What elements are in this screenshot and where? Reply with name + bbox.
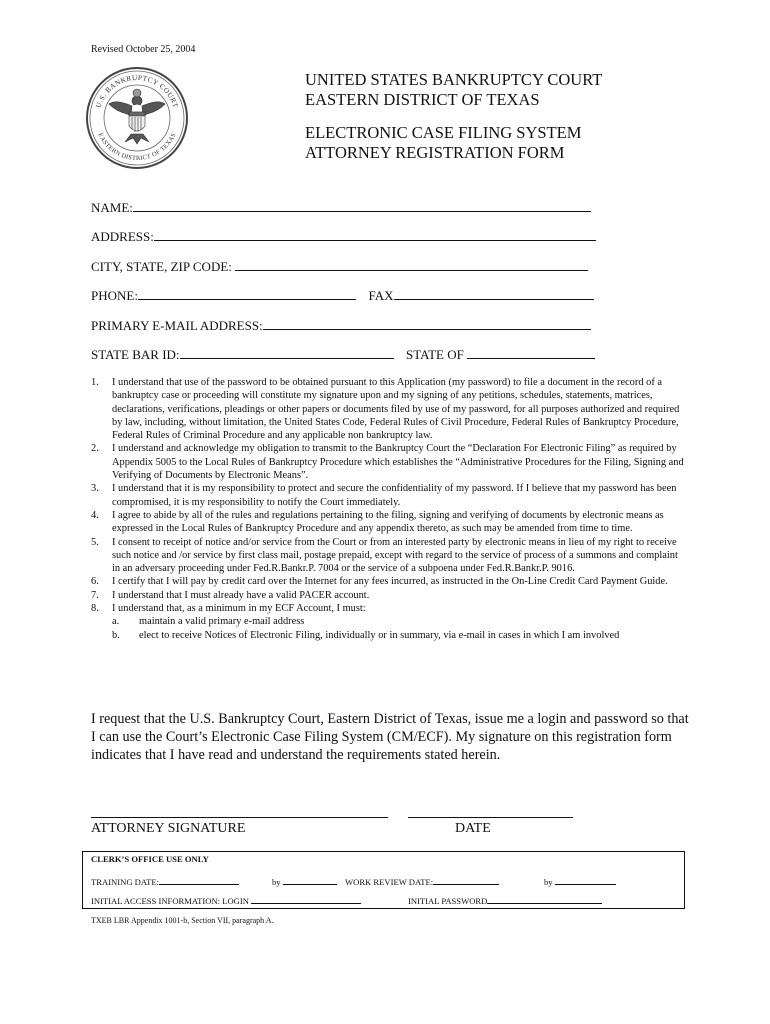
date-label: DATE [455, 821, 491, 836]
name-field[interactable] [133, 199, 591, 212]
footer-reference: TXEB LBR Appendix 1001-b, Section VII, paragraph A. [91, 916, 274, 925]
terms-list [91, 376, 686, 642]
list-item: 5. I consent to receipt of notice and/or service from the Court or from an interested party by electronic means in lieu of my right to receive such notice and /or service by first class mail, postage prepaid, except with regard to the service of process of a summons and complaint in an adversary proceeding under Fed.R.Bankr.P. 7004 or the service of a subpoena under Fed.R.Bankr.P. 9016. [91, 536, 678, 575]
list-item: 6. I certify that I will pay by credit card over the Internet for any fees incurred, as instructed in the On-Line Credit Card Payment Guide. [91, 576, 668, 588]
clerk-office-box [82, 851, 685, 909]
state-bar-row [91, 346, 595, 363]
initial-password-field[interactable] [487, 894, 602, 904]
email-field[interactable] [263, 317, 591, 330]
review-by-field[interactable] [555, 875, 616, 885]
list-item: 2. I understand and acknowledge my obligation to transmit to the Bankruptcy Court the “Declaration For Electronic Filing” as required by Appendix 5005 to the Local Rules of Bankruptcy Procedure which establishes the “Administrative Procedures for the Filing, Signing and Verifying of Documents by Electronic Means”. [91, 443, 684, 482]
name-row [91, 199, 591, 216]
state-bar-id-field[interactable] [180, 346, 394, 359]
training-date-field[interactable] [159, 875, 239, 885]
work-review-row [345, 875, 499, 887]
city-state-zip-label: CITY, STATE, ZIP CODE: [91, 259, 232, 274]
state-of-field[interactable] [467, 346, 595, 359]
city-state-zip-row [91, 258, 588, 275]
list-item: 1. I understand that use of the password to be obtained pursuant to this Application (my password) to file a document in the record of a bankruptcy case or proceeding will constitute my signature upon and my signing of any petitions, schedules, statements, matrices, declarations, verifications, pleadings or other papers or documents filed by use of my password, for all purposes authorized and required by law, including, without limitation, the United States Code, Federal Rules of Civil Procedure, Federal Rules of Bankruptcy Procedure, Federal Rules of Criminal Procedure and any applicable non bankruptcy law. [91, 377, 680, 442]
list-item: 7. I understand that I must already have a valid PACER account. [91, 589, 370, 601]
address-field[interactable] [154, 228, 596, 241]
fax-field[interactable] [394, 287, 594, 300]
training-date-label: TRAINING DATE: [91, 877, 160, 887]
email-row [91, 317, 591, 334]
initial-login-row [91, 894, 361, 906]
court-district: EASTERN DISTRICT OF TEXAS [305, 90, 540, 109]
state-of-label: STATE OF [406, 347, 464, 362]
state-bar-id-label: STATE BAR ID: [91, 347, 180, 362]
address-row [91, 228, 596, 245]
clerk-box-title: CLERK’S OFFICE USE ONLY [91, 854, 209, 864]
form-system: ELECTRONIC CASE FILING SYSTEM [305, 123, 582, 142]
revised-date: Revised October 25, 2004 [91, 44, 196, 55]
phone-label: PHONE: [91, 288, 138, 303]
list-item: 8. I understand that, as a minimum in my ECF Account, I must: [91, 603, 366, 615]
list-subitem: b. elect to receive Notices of Electronic Filing, individually or in summary, via e-mail in cases in which I am involved [112, 629, 620, 641]
review-by-label: by [544, 877, 553, 887]
training-date-row [91, 875, 239, 887]
work-review-date-field[interactable] [433, 875, 499, 885]
list-item: 4. I agree to abide by all of the rules and regulations pertaining to the filing, signing and verifying of documents by electronic means as expressed in the Local Rules of Bankruptcy Procedure and any appendix thereto, as such may be amended from time to time. [91, 509, 664, 535]
attorney-signature-label: ATTORNEY SIGNATURE [91, 821, 246, 836]
review-by-row [544, 875, 616, 887]
seal-text-bottom: EASTERN DISTRICT OF TEXAS [96, 132, 178, 163]
fax-label: FAX [368, 288, 394, 303]
date-field[interactable] [408, 817, 573, 818]
name-label: NAME: [91, 200, 133, 215]
court-name: UNITED STATES BANKRUPTCY COURT [305, 70, 603, 89]
training-by-row [272, 875, 337, 887]
address-label: ADDRESS: [91, 229, 154, 244]
initial-login-label: INITIAL ACCESS INFORMATION: LOGIN [91, 896, 249, 906]
email-label: PRIMARY E-MAIL ADDRESS: [91, 318, 263, 333]
court-seal-icon [85, 66, 189, 170]
training-by-label: by [272, 877, 281, 887]
initial-password-label: INITIAL PASSWORD [408, 896, 488, 906]
form-name: ATTORNEY REGISTRATION FORM [305, 143, 565, 162]
city-state-zip-field[interactable] [235, 258, 588, 271]
initial-password-row [408, 894, 602, 906]
seal-text-top: U.S. BANKRUPTCY COURT [94, 73, 180, 109]
phone-field[interactable] [138, 287, 356, 300]
list-subitem: a. maintain a valid primary e-mail address [112, 616, 305, 628]
initial-login-field[interactable] [251, 894, 361, 904]
training-by-field[interactable] [283, 875, 337, 885]
phone-fax-row [91, 287, 594, 304]
form-title [305, 123, 581, 163]
request-statement: I request that the U.S. Bankruptcy Court, Eastern District of Texas, issue me a login and password so that I can use the Court’s Electronic Case Filing System (CM/ECF). My signature on this registration form indicates that I have read and understand the requirements stated herein. [91, 711, 689, 763]
court-title [305, 70, 602, 110]
list-item: 3. I understand that it is my responsibility to protect and secure the confidentiality of my password. If I believe that my password has been compromised, it is my responsibility to notify the Court immediately. [91, 483, 677, 508]
attorney-signature-field[interactable] [91, 817, 388, 818]
work-review-date-label: WORK REVIEW DATE: [345, 877, 434, 887]
